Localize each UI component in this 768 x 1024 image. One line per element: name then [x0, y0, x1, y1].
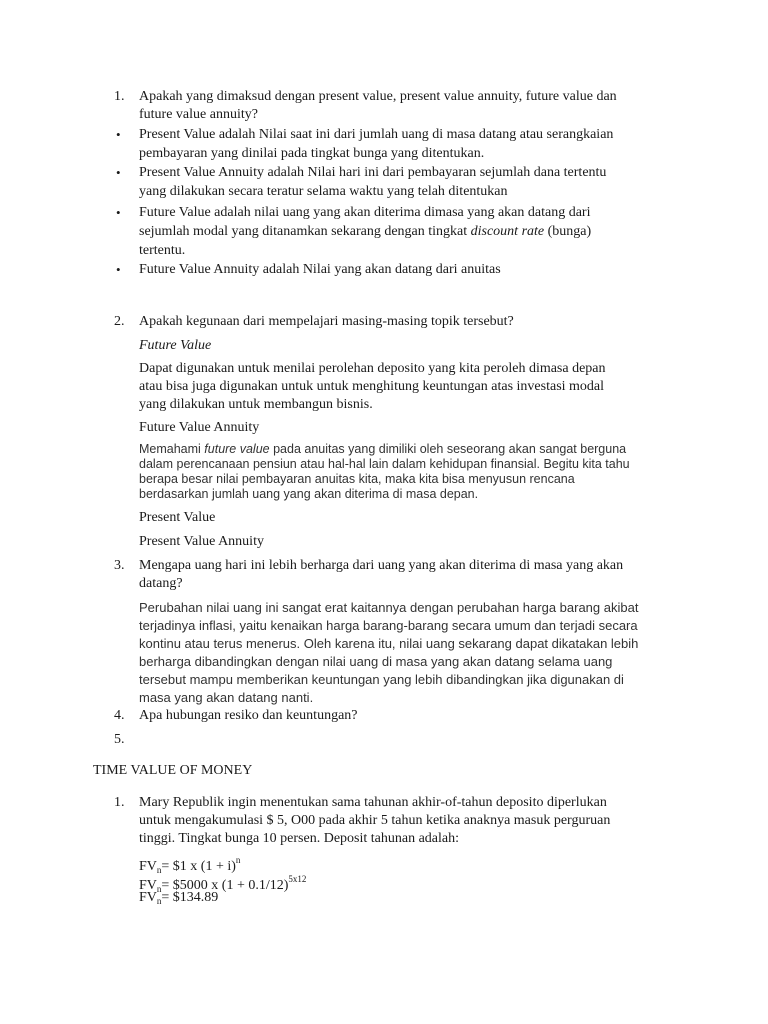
q1-bullet-text: tertentu. — [139, 243, 186, 258]
formula-sup: n — [235, 855, 241, 865]
fva-text — [139, 442, 626, 457]
discount-rate-term: discount rate — [470, 224, 545, 239]
q1-line: Apakah yang dimaksud dengan present value, present value annuity, future value dan — [139, 89, 617, 104]
formula-body: = $1 x (1 + i) — [161, 859, 236, 874]
formula-fv: FV — [139, 859, 157, 874]
q3-question: Mengapa uang hari ini lebih berharga dari uang yang akan diterima di masa yang akan — [139, 558, 624, 573]
formula-fv: FV — [139, 878, 157, 893]
q1-bullet-text: Present Value adalah Nilai saat ini dari jumlah uang di masa datang atau serangkaian — [139, 127, 614, 142]
q1-bullet-text: Future Value Annuity adalah Nilai yang akan datang dari anuitas — [139, 262, 501, 277]
q1-bullet-text: Present Value Annuity adalah Nilai hari ini dari pembayaran sejumlah dana tertentu — [139, 165, 607, 180]
q1-bullet-text: yang dilakukan secara teratur selama waktu yang telah ditentukan — [139, 184, 508, 199]
text-run: Memahami — [139, 442, 205, 456]
bullet-icon: • — [116, 165, 121, 180]
text-run: (bunga) — [544, 224, 592, 239]
pv-heading: Present Value — [139, 510, 216, 525]
formula-body: = $134.89 — [161, 890, 219, 905]
formula-body: = $5000 x (1 + 0.1/12) — [161, 878, 289, 893]
fva-text: berapa besar nilai pembayaran anuitas kita, maka kita bisa menyusun rencana — [139, 472, 575, 486]
fv-text: Dapat digunakan untuk menilai perolehan deposito yang kita peroleh dimasa depan — [139, 361, 606, 376]
fv-text: atau bisa juga digunakan untuk untuk menghitung keuntungan atas investasi modal — [139, 379, 605, 394]
q3-answer: Perubahan nilai uang ini sangat erat kaitannya dengan perubahan harga barang akibat — [139, 600, 639, 615]
formula-sub: n — [156, 865, 162, 875]
future-value-term: future value — [204, 442, 270, 456]
formula-sub: n — [156, 896, 162, 906]
pva-heading: Present Value Annuity — [139, 534, 264, 549]
q3-answer: tersebut mampu memberikan keuntungan yang lebih dibandingkan jika digunakan di — [139, 672, 624, 687]
q1-bullet-text — [139, 223, 591, 241]
q2-number: 2. — [114, 314, 125, 329]
tvm1-line: Mary Republik ingin menentukan sama tahunan akhir-of-tahun deposito diperlukan — [139, 795, 607, 810]
section-title: TIME VALUE OF MONEY — [93, 763, 253, 778]
q1-bullet-text: pembayaran yang dinilai pada tingkat bunga yang ditentukan. — [139, 146, 485, 161]
fv-heading: Future Value — [139, 338, 212, 353]
bullet-icon: • — [116, 205, 121, 220]
formula-3 — [139, 889, 218, 910]
fva-text: dalam perencanaan pensiun atau hal-hal lain dalam kehidupan finansial. Begitu kita tahu — [139, 457, 630, 471]
tvm1-line: untuk mengakumulasi $ 5, O00 pada akhir 5 tahun ketika anaknya masuk perguruan — [139, 813, 611, 828]
q4-question: Apa hubungan resiko dan keuntungan? — [139, 708, 358, 723]
fva-heading: Future Value Annuity — [139, 420, 260, 435]
q3-answer: kontinu atau terus menerus. Oleh karena itu, nilai uang sekarang dapat dikatakan lebih — [139, 636, 639, 651]
tvm1-number: 1. — [114, 795, 125, 810]
q5-number: 5. — [114, 732, 125, 747]
bullet-icon: • — [116, 262, 121, 277]
fva-text: berdasarkan jumlah uang yang akan diterima di masa depan. — [139, 487, 479, 501]
q3-answer: berharga dibandingkan dengan nilai uang di masa yang akan datang selama uang — [139, 654, 613, 669]
q1-number: 1. — [114, 89, 125, 104]
formula-sub: n — [156, 884, 162, 894]
q1-line: future value annuity? — [139, 107, 258, 122]
q3-answer: masa yang akan datang nanti. — [139, 690, 314, 705]
q2-question: Apakah kegunaan dari mempelajari masing-masing topik tersebut? — [139, 314, 514, 329]
formula-fv: FV — [139, 890, 157, 905]
bullet-icon: • — [116, 127, 121, 142]
q3-answer: terjadinya inflasi, yaitu kenaikan harga barang-barang secara umum dan terjadi secara — [139, 618, 638, 633]
text-run: sejumlah modal yang ditanamkan sekarang dengan tingkat — [139, 224, 471, 239]
q3-number: 3. — [114, 558, 125, 573]
q4-number: 4. — [114, 708, 125, 723]
tvm1-line: tinggi. Tingkat bunga 10 persen. Deposit tahunan adalah: — [139, 831, 460, 846]
q3-question: datang? — [139, 576, 183, 591]
text-run: pada anuitas yang dimiliki oleh seseorang akan sangat berguna — [269, 442, 627, 456]
fv-text: yang dilakukan untuk membangun bisnis. — [139, 397, 373, 412]
q1-bullet-text: Future Value adalah nilai uang yang akan diterima dimasa yang akan datang dari — [139, 205, 591, 220]
formula-sup: 5x12 — [288, 874, 307, 884]
